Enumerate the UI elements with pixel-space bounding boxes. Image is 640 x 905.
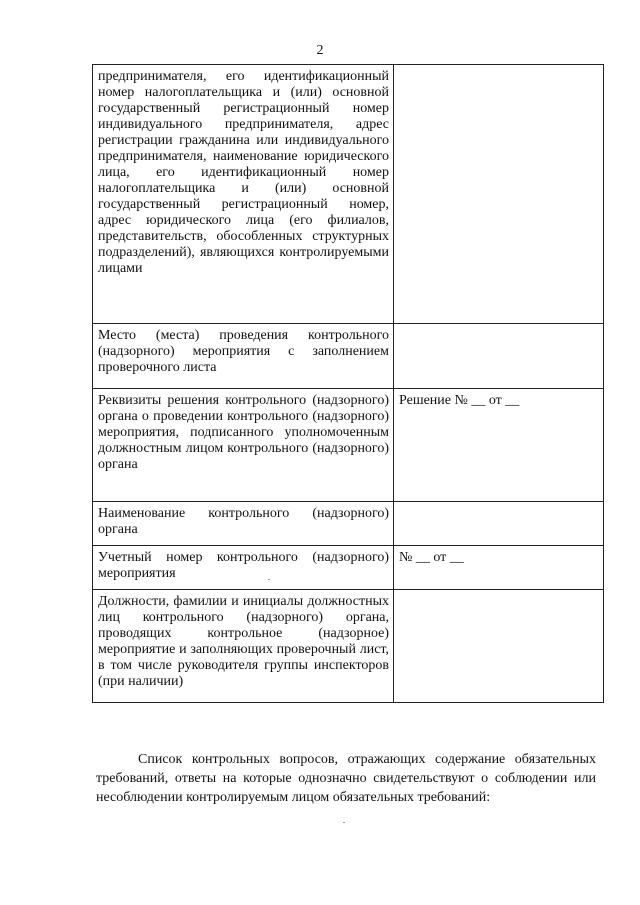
row-label-inspection-place: Место (места) проведения контрольного (надзорного) мероприятия с заполнением проверочного листа xyxy=(93,324,394,389)
row-label-officials: Должности, фамилии и инициалы должностных лиц контрольного (надзорного) органа, проводящих контрольное (надзорное) мероприятие и заполняющих проверочный лист, в том числе руководителя группы инспекторов (при наличии) xyxy=(93,590,394,703)
checklist-intro-paragraph: Список контрольных вопросов, отражающих содержание обязательных требований, ответы на которые однозначно свидетельствуют о соблюдении или несоблюдении контролируемым лицом обязательных требований: xyxy=(96,752,596,805)
table-row xyxy=(93,590,604,703)
row-value-controlled-person-details[interactable] xyxy=(394,65,604,324)
row-value-officials[interactable] xyxy=(394,590,604,703)
table-row xyxy=(93,502,604,546)
row-label-decision-details: Реквизиты решения контрольного (надзорного) органа о проведении контрольного (надзорного) мероприятия, подписанного уполномоченным должностным лицом контрольного (надзорного) органа xyxy=(93,389,394,502)
table-row xyxy=(93,389,604,502)
row-value-inspection-place[interactable] xyxy=(394,324,604,389)
page-number: 2 xyxy=(316,43,324,58)
scan-artifact xyxy=(343,822,345,823)
table-row xyxy=(93,65,604,324)
table-row xyxy=(93,324,604,389)
row-label-registration-number: Учетный номер контрольного (надзорного) мероприятия xyxy=(93,546,394,590)
table-row xyxy=(93,546,604,590)
row-value-authority-name[interactable] xyxy=(394,502,604,546)
row-value-registration-number[interactable]: № __ от __ xyxy=(394,546,604,590)
row-label-authority-name: Наименование контрольного (надзорного) органа xyxy=(93,502,394,546)
row-label-controlled-person-details: предпринимателя, его идентификационный номер налогоплательщика и (или) основной государственный регистрационный номер индивидуального предпринимателя, адрес регистрации гражданина или индивидуального предпринимателя, наименование юридического лица, его идентификационный номер налогоплательщика и (или) основной государственный регистрационный номер, адрес юридического лица (его филиалов, представительств, обособленных структурных подразделений), являющихся контролируемыми лицами xyxy=(93,65,394,324)
scan-artifact xyxy=(268,579,270,580)
inspection-info-table xyxy=(92,64,604,703)
row-value-decision-details[interactable]: Решение № __ от __ xyxy=(394,389,604,502)
